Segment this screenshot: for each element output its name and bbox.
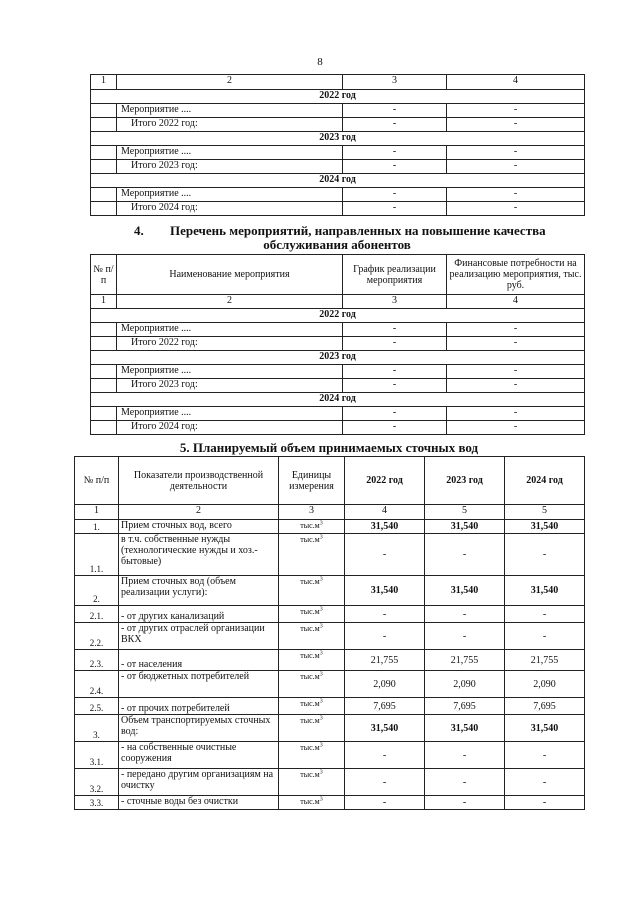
value-2024: 31,540 xyxy=(505,520,585,534)
value-2023: - xyxy=(425,769,505,796)
header-unit: Единицы измерения xyxy=(279,457,345,505)
col-number-4: 4 xyxy=(447,295,585,309)
value-2022: - xyxy=(345,623,425,650)
col-number-2: 2 xyxy=(119,505,279,520)
section-4-title-text: Перечень мероприятий, направленных на повышение качества xyxy=(170,223,546,238)
row-label: - сточные воды без очистки xyxy=(119,796,279,810)
value-2023: 2,090 xyxy=(425,671,505,698)
row-number: 2.1. xyxy=(75,606,119,623)
col-number-2: 2 xyxy=(117,295,343,309)
table-row xyxy=(75,715,585,742)
value-2023: 31,540 xyxy=(425,520,505,534)
col-number-5: 5 xyxy=(425,505,505,520)
row-unit xyxy=(279,534,345,576)
event-schedule: - xyxy=(343,104,447,118)
row-unit xyxy=(279,742,345,769)
value-2022: 21,755 xyxy=(345,650,425,671)
value-2023: 31,540 xyxy=(425,576,505,606)
unit-superscript: 3 xyxy=(319,623,323,630)
year-row xyxy=(91,309,585,323)
event-schedule: - xyxy=(343,323,447,337)
event-name: Мероприятие .... xyxy=(117,146,343,160)
row-label: Прием сточных вод (объем реализации услуги): xyxy=(119,576,279,606)
header-year-2023: 2023 год xyxy=(425,457,505,505)
event-cost: - xyxy=(447,188,585,202)
table-row xyxy=(75,534,585,576)
col-number-6: 5 xyxy=(505,505,585,520)
unit-superscript: 3 xyxy=(319,534,323,541)
value-2022: - xyxy=(345,606,425,623)
value-2024: 31,540 xyxy=(505,715,585,742)
event-row xyxy=(91,188,585,202)
table-row xyxy=(75,796,585,810)
event-cost: - xyxy=(447,323,585,337)
event-row xyxy=(91,146,585,160)
col-number-2: 2 xyxy=(117,75,343,90)
event-name: Мероприятие .... xyxy=(117,188,343,202)
table-row xyxy=(75,671,585,698)
year-label: 2024 год xyxy=(91,393,585,407)
header-year-2024: 2024 год xyxy=(505,457,585,505)
unit-superscript: 3 xyxy=(319,606,323,613)
col-number-4: 4 xyxy=(345,505,425,520)
event-row xyxy=(91,323,585,337)
total-label: Итого 2022 год: xyxy=(117,118,343,132)
row-number: 3.1. xyxy=(75,742,119,769)
unit-text: тыс.м xyxy=(300,672,320,681)
year-label: 2024 год xyxy=(91,174,585,188)
value-2022: 7,695 xyxy=(345,698,425,715)
event-schedule: - xyxy=(343,188,447,202)
total-schedule: - xyxy=(343,421,447,435)
event-name: Мероприятие .... xyxy=(117,323,343,337)
event-cost: - xyxy=(447,104,585,118)
col-number-3: 3 xyxy=(279,505,345,520)
column-number-row xyxy=(91,75,585,90)
row-unit xyxy=(279,698,345,715)
row-label: - от других отраслей организации ВКХ xyxy=(119,623,279,650)
row-unit xyxy=(279,769,345,796)
unit-superscript: 3 xyxy=(319,520,323,527)
service-quality-events-table xyxy=(90,254,585,435)
table-row xyxy=(75,650,585,671)
year-label: 2022 год xyxy=(91,309,585,323)
table-row xyxy=(75,742,585,769)
value-2024: 31,540 xyxy=(505,576,585,606)
col-number-1: 1 xyxy=(91,75,117,90)
total-schedule: - xyxy=(343,118,447,132)
event-name: Мероприятие .... xyxy=(117,365,343,379)
row-label: - от бюджетных потребителей xyxy=(119,671,279,698)
event-cost: - xyxy=(447,146,585,160)
total-label: Итого 2022 год: xyxy=(117,337,343,351)
value-2022: 31,540 xyxy=(345,715,425,742)
total-label: Итого 2024 год: xyxy=(117,202,343,216)
value-2022: - xyxy=(345,742,425,769)
section-5-heading: 5. Планируемый объем принимаемых сточных вод xyxy=(179,440,479,455)
value-2023: - xyxy=(425,534,505,576)
value-2023: - xyxy=(425,742,505,769)
table-row xyxy=(75,623,585,650)
total-row xyxy=(91,421,585,435)
col-number-3: 3 xyxy=(343,75,447,90)
row-number: 1.1. xyxy=(75,534,119,576)
total-cost: - xyxy=(447,118,585,132)
col-number-3: 3 xyxy=(343,295,447,309)
total-cost: - xyxy=(447,160,585,174)
year-row xyxy=(91,90,585,104)
unit-text: тыс.м xyxy=(300,699,320,708)
header-schedule: График реализации мероприятия xyxy=(343,255,447,295)
total-row xyxy=(91,379,585,393)
value-2023: 31,540 xyxy=(425,715,505,742)
unit-text: тыс.м xyxy=(300,797,320,806)
value-2023: - xyxy=(425,623,505,650)
row-number: 1. xyxy=(75,520,119,534)
total-row xyxy=(91,202,585,216)
row-number: 2.3. xyxy=(75,650,119,671)
value-2022: - xyxy=(345,534,425,576)
event-schedule: - xyxy=(343,407,447,421)
header-financial-needs: Финансовые потребности на реализацию мероприятия, тыс. руб. xyxy=(447,255,585,295)
row-label: - передано другим организациям на очистку xyxy=(119,769,279,796)
header-number: № п/п xyxy=(75,457,119,505)
total-label: Итого 2023 год: xyxy=(117,379,343,393)
row-number: 3.2. xyxy=(75,769,119,796)
unit-text: тыс.м xyxy=(300,607,320,616)
row-label: - от других канализаций xyxy=(119,606,279,623)
page-number: 8 xyxy=(317,56,323,68)
unit-text: тыс.м xyxy=(300,770,320,779)
year-label: 2022 год xyxy=(91,90,585,104)
col-number-4: 4 xyxy=(447,75,585,90)
value-2024: 2,090 xyxy=(505,671,585,698)
event-schedule: - xyxy=(343,365,447,379)
total-schedule: - xyxy=(343,160,447,174)
unit-superscript: 3 xyxy=(319,796,323,803)
row-label: Прием сточных вод, всего xyxy=(119,520,279,534)
unit-superscript: 3 xyxy=(319,576,323,583)
year-row xyxy=(91,174,585,188)
header-indicator: Показатели производственной деятельности xyxy=(119,457,279,505)
wastewater-volume-table xyxy=(74,456,585,810)
column-number-row xyxy=(91,295,585,309)
row-unit xyxy=(279,520,345,534)
total-schedule: - xyxy=(343,379,447,393)
value-2024: - xyxy=(505,796,585,810)
table-row xyxy=(75,698,585,715)
unit-text: тыс.м xyxy=(300,577,320,586)
section-4-heading xyxy=(90,224,584,252)
unit-superscript: 3 xyxy=(319,742,323,749)
value-2024: - xyxy=(505,534,585,576)
table-row xyxy=(75,606,585,623)
total-row xyxy=(91,118,585,132)
value-2024: 7,695 xyxy=(505,698,585,715)
total-schedule: - xyxy=(343,202,447,216)
unit-superscript: 3 xyxy=(319,671,323,678)
row-label: - от населения xyxy=(119,650,279,671)
header-number: № п/п xyxy=(91,255,117,295)
column-number-row xyxy=(75,505,585,520)
row-unit xyxy=(279,671,345,698)
table-row xyxy=(75,769,585,796)
value-2023: - xyxy=(425,606,505,623)
row-number: 2.4. xyxy=(75,671,119,698)
year-row xyxy=(91,351,585,365)
row-unit xyxy=(279,796,345,810)
row-number: 3.3. xyxy=(75,796,119,810)
unit-text: тыс.м xyxy=(300,651,320,660)
total-label: Итого 2024 год: xyxy=(117,421,343,435)
row-unit xyxy=(279,576,345,606)
value-2023: 7,695 xyxy=(425,698,505,715)
event-cost: - xyxy=(447,407,585,421)
value-2024: - xyxy=(505,742,585,769)
event-name: Мероприятие .... xyxy=(117,104,343,118)
total-cost: - xyxy=(447,379,585,393)
total-label: Итого 2023 год: xyxy=(117,160,343,174)
value-2022: - xyxy=(345,769,425,796)
event-row xyxy=(91,407,585,421)
total-cost: - xyxy=(447,337,585,351)
row-number: 2.5. xyxy=(75,698,119,715)
row-unit xyxy=(279,623,345,650)
year-label: 2023 год xyxy=(91,132,585,146)
column-header-row xyxy=(75,457,585,505)
section-4-number: 4. xyxy=(134,223,144,238)
value-2024: - xyxy=(505,606,585,623)
unit-text: тыс.м xyxy=(300,624,320,633)
value-2024: - xyxy=(505,769,585,796)
col-number-1: 1 xyxy=(91,295,117,309)
value-2023: - xyxy=(425,796,505,810)
total-row xyxy=(91,160,585,174)
row-label: - на собственные очистные сооружения xyxy=(119,742,279,769)
events-table-continued xyxy=(90,74,585,216)
value-2022: - xyxy=(345,796,425,810)
event-row xyxy=(91,104,585,118)
header-event-name: Наименование мероприятия xyxy=(117,255,343,295)
row-unit xyxy=(279,715,345,742)
total-cost: - xyxy=(447,421,585,435)
unit-text: тыс.м xyxy=(300,521,320,530)
value-2022: 2,090 xyxy=(345,671,425,698)
unit-superscript: 3 xyxy=(319,769,323,776)
table-row xyxy=(75,576,585,606)
event-row xyxy=(91,365,585,379)
year-row xyxy=(91,132,585,146)
col-number-1: 1 xyxy=(75,505,119,520)
event-schedule: - xyxy=(343,146,447,160)
table-row xyxy=(75,520,585,534)
unit-superscript: 3 xyxy=(319,715,323,722)
row-number: 2.2. xyxy=(75,623,119,650)
row-unit xyxy=(279,650,345,671)
row-number: 2. xyxy=(75,576,119,606)
section-4-title-line2: обслуживания абонентов xyxy=(263,237,411,252)
row-label: - от прочих потребителей xyxy=(119,698,279,715)
total-cost: - xyxy=(447,202,585,216)
value-2024: 21,755 xyxy=(505,650,585,671)
value-2022: 31,540 xyxy=(345,520,425,534)
value-2024: - xyxy=(505,623,585,650)
year-row xyxy=(91,393,585,407)
event-cost: - xyxy=(447,365,585,379)
row-unit xyxy=(279,606,345,623)
row-number: 3. xyxy=(75,715,119,742)
unit-text: тыс.м xyxy=(300,743,320,752)
year-label: 2023 год xyxy=(91,351,585,365)
value-2023: 21,755 xyxy=(425,650,505,671)
event-name: Мероприятие .... xyxy=(117,407,343,421)
section-4-title-line1 xyxy=(90,224,584,238)
column-header-row xyxy=(91,255,585,295)
unit-superscript: 3 xyxy=(319,650,323,657)
total-schedule: - xyxy=(343,337,447,351)
row-label: в т.ч. собственные нужды (технологические нужды и хоз.-бытовые) xyxy=(119,534,279,576)
row-label: Объем транспортируемых сточных вод: xyxy=(119,715,279,742)
total-row xyxy=(91,337,585,351)
unit-text: тыс.м xyxy=(300,716,320,725)
unit-text: тыс.м xyxy=(300,535,320,544)
value-2022: 31,540 xyxy=(345,576,425,606)
header-year-2022: 2022 год xyxy=(345,457,425,505)
unit-superscript: 3 xyxy=(319,698,323,705)
